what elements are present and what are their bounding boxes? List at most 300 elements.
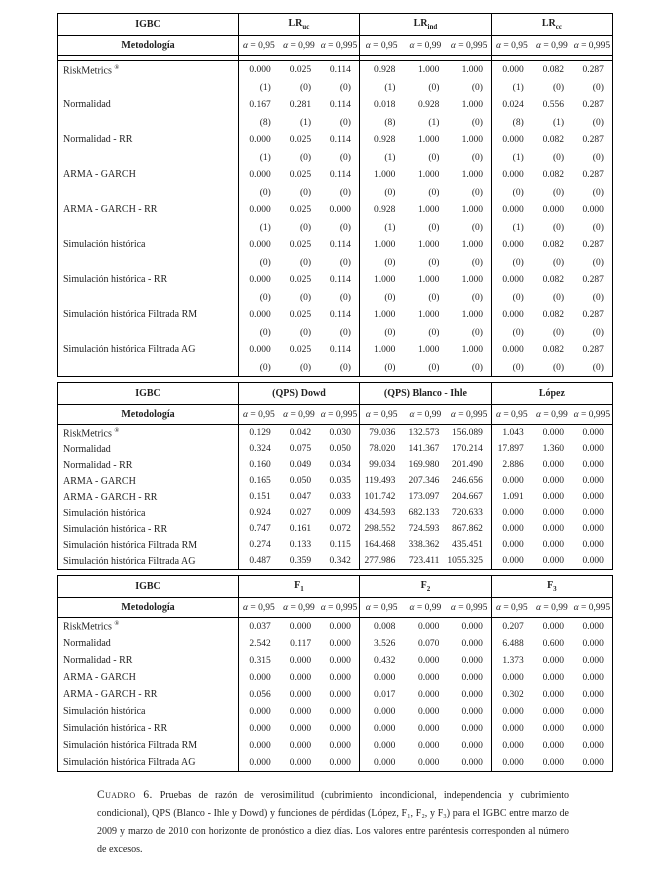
value-cell: 0.000 [542,757,565,768]
value-cell: 0.000 [239,131,279,149]
value-cell: 0.000 [329,706,351,717]
alpha-header: α = 0,95 [239,598,279,618]
value-cell: 1.000 [418,205,440,215]
method-cell: ARMA - GARCH - RR [63,689,158,700]
value-cell: 1.000 [461,65,483,75]
value-cell: 0.000 [542,205,565,215]
value-cell: 0.928 [359,201,403,219]
value-cell: 0.000 [239,166,279,184]
alpha-symbol: α [450,602,456,613]
value-cell: 0.000 [582,740,604,751]
value-cell: 0.165 [239,473,279,489]
paren-value-cell: (0) [471,257,483,268]
value-cell: 0.000 [359,669,403,686]
paren-value-cell: (0) [300,362,312,373]
value-cell: 0.025 [289,65,312,75]
group-header: $F_2$ [359,576,491,598]
paren-value-cell: (0) [592,117,604,128]
table-row [58,553,613,570]
paren-value-cell: (0) [592,152,604,163]
value-cell: 1.000 [418,240,440,250]
group-subscript: 1 [300,585,304,593]
group-header: (QPS) Dowd [239,383,360,405]
value-cell: 0.000 [582,508,604,518]
value-cell: 0.000 [239,720,279,737]
value-cell: 0.000 [461,757,483,768]
paren-value-cell: (0) [339,222,351,233]
value-cell: 0.000 [491,720,531,737]
paren-value-cell: (0) [491,289,531,306]
value-cell: 201.490 [452,460,483,470]
paren-value-cell: (0) [471,362,483,373]
value-cell: 0.000 [239,201,279,219]
paren-value-cell: (1) [239,79,279,96]
paren-value-cell: (1) [359,79,403,96]
alpha-header-row [58,598,613,618]
table-row [58,720,613,737]
alpha-symbol: α [495,40,501,51]
value-cell: 1.000 [418,345,440,355]
value-cell: 0.274 [239,537,279,553]
value-cell: 0.033 [329,492,351,502]
value-cell: 0.000 [289,740,312,751]
method-cell: Simulación histórica Filtrada AG [63,757,196,768]
value-cell: 1055.325 [447,556,484,566]
value-cell: 0.027 [289,508,312,518]
value-cell: 1.000 [461,170,483,180]
value-cell: 0.114 [329,65,351,75]
value-cell: 0.000 [582,556,604,566]
value-cell: 0.000 [542,460,565,470]
value-cell: 1.000 [359,236,403,254]
alpha-header: α = 0,95 [359,598,403,618]
value-cell: 0.024 [491,96,531,114]
value-cell: 1.000 [359,166,403,184]
value-cell: 1.000 [461,310,483,320]
paren-value-cell: (0) [300,257,312,268]
value-cell: 0.117 [290,638,312,649]
value-cell: 0.432 [359,652,403,669]
alpha-header: α = 0,995 [319,36,359,56]
paren-value-cell: (0) [339,187,351,198]
alpha-header: α = 0,995 [447,36,491,56]
value-cell: 0.342 [329,556,351,566]
table-row [58,166,613,184]
paren-value-cell: (0) [428,82,440,93]
caption-text: Pruebas de razón de verosimilitud (cubrimiento incondicional, independencia y cubrimiento condicional), QPS (Blanco - Ihle y Dowd) y funciones de pérdidas (López, F₁, F₂, y F₃) para el IGBC entre marzo de 2009 y marzo de 2010 con horizonte de pronóstico a diez días. Los valores entre paréntesis corresponden al número de excesos. [97,790,569,855]
paren-value-cell: (0) [552,327,565,338]
alpha-symbol: α [536,409,541,420]
method-cell: Simulación histórica Filtrada AG [63,555,196,567]
value-cell: 173.097 [408,492,440,502]
value-cell: 720.633 [452,508,483,518]
value-cell: 0.000 [461,689,483,700]
paren-value-cell: (0) [339,117,351,128]
alpha-symbol: α [409,602,415,613]
value-cell: 1.000 [359,341,403,359]
value-cell: 0.000 [239,754,279,772]
table-row [58,652,613,669]
value-cell: 0.928 [359,131,403,149]
value-cell: 0.000 [582,757,604,768]
paren-value-cell: (0) [552,222,565,233]
paren-value-cell: (0) [428,222,440,233]
alpha-header: α = 0,95 [491,36,531,56]
value-cell: 0.000 [239,236,279,254]
table-header-row [58,576,613,598]
paren-value-cell: (0) [428,292,440,303]
value-cell: 1.000 [418,135,440,145]
paren-value-cell: (0) [471,152,483,163]
value-cell: 0.000 [542,672,565,683]
value-cell: 0.359 [289,556,312,566]
table-row [58,505,613,521]
value-cell: 0.049 [289,460,312,470]
value-cell: 0.000 [239,703,279,720]
paren-value-cell: (0) [359,289,403,306]
registered-mark: ® [114,426,120,434]
table-row [58,96,613,114]
alpha-header: α = 0,99 [403,405,447,425]
corner-cell: IGBC [58,14,239,36]
table-row [58,737,613,754]
value-cell: 0.167 [239,96,279,114]
value-cell: 0.082 [542,170,565,180]
paren-value-cell: (1) [359,149,403,166]
paren-value-cell: (0) [471,292,483,303]
paren-value-cell: (0) [300,222,312,233]
value-cell: 170.214 [452,444,483,454]
group-subscript: 3 [553,585,557,593]
value-cell: 0.000 [329,740,351,751]
value-cell: 435.451 [452,540,483,550]
paren-value-cell: (1) [359,219,403,236]
value-cell: 0.000 [542,740,565,751]
value-cell: 204.667 [452,492,483,502]
alpha-header: α = 0,995 [319,405,359,425]
value-cell: 0.000 [418,706,440,717]
paren-value-cell: (0) [339,257,351,268]
paren-value-cell: (0) [239,324,279,341]
value-cell: 0.129 [239,425,279,442]
method-cell: Simulación histórica Filtrada RM [63,309,198,320]
paren-value-cell: (1) [239,219,279,236]
paren-value-cell: (0) [359,359,403,377]
value-cell: 0.000 [359,703,403,720]
paren-value-cell: (0) [592,257,604,268]
method-cell: Simulación histórica [63,239,146,250]
group-header: $LR_{uc}$ [239,14,360,36]
alpha-header: α = 0,99 [279,405,319,425]
paren-value-cell: (1) [491,219,531,236]
method-cell: Normalidad [63,443,111,455]
alpha-header: α = 0,99 [532,405,572,425]
value-cell: 0.000 [461,723,483,734]
value-cell: 0.928 [418,100,440,110]
value-cell: 1.373 [491,652,531,669]
value-cell: 0.030 [329,428,351,438]
table-header-row [58,14,613,36]
value-cell: 0.000 [491,306,531,324]
table-row [58,473,613,489]
paren-value-cell: (0) [300,292,312,303]
value-cell: 0.000 [289,706,312,717]
alpha-header: α = 0,99 [532,36,572,56]
method-cell: ARMA - GARCH [63,672,136,683]
method-cell: RiskMetrics ® [63,64,120,77]
paren-value-cell: (0) [471,222,483,233]
value-cell: 0.000 [491,166,531,184]
alpha-header: α = 0,995 [572,598,612,618]
method-cell: ARMA - GARCH [63,169,136,180]
alpha-header: α = 0,99 [403,36,447,56]
alpha-symbol: α [450,409,456,420]
paren-value-cell: (0) [339,152,351,163]
value-cell: 0.000 [239,61,279,80]
value-cell: 0.000 [329,638,351,649]
table-row [58,341,613,359]
value-cell: 0.050 [289,476,312,486]
alpha-header: α = 0,99 [279,36,319,56]
value-cell: 0.000 [289,655,312,666]
value-cell: 0.133 [289,540,312,550]
paren-value-cell: (0) [592,292,604,303]
value-cell: 277.986 [359,553,403,570]
value-cell: 0.000 [542,524,565,534]
value-cell: 0.000 [491,669,531,686]
value-cell: 0.114 [329,100,351,110]
paren-value-cell: (0) [428,362,440,373]
table-row [58,61,613,80]
alpha-header: α = 0,95 [359,405,403,425]
paren-value-cell: (8) [239,114,279,131]
paren-value-cell: (0) [491,184,531,201]
value-cell: 0.000 [418,757,440,768]
method-cell: Simulación histórica Filtrada RM [63,740,198,751]
value-cell: 0.000 [542,655,565,666]
method-cell: RiskMetrics ® [63,426,120,440]
paren-value-cell: (0) [552,362,565,373]
value-cell: 0.000 [582,492,604,502]
paren-value-cell: (0) [300,327,312,338]
paren-value-cell: (0) [239,184,279,201]
value-cell: 0.025 [289,345,312,355]
value-cell: 0.082 [542,275,565,285]
value-cell: 0.000 [418,723,440,734]
value-cell: 0.000 [582,428,604,438]
value-cell: 0.151 [239,489,279,505]
value-cell: 0.000 [461,706,483,717]
table-row [58,703,613,720]
method-cell: Normalidad - RR [63,655,133,666]
table-row [58,669,613,686]
registered-mark: ® [114,64,120,71]
value-cell: 0.025 [289,310,312,320]
value-cell: 0.000 [329,621,351,632]
value-cell: 1.000 [461,100,483,110]
value-cell: 0.000 [582,638,604,649]
alpha-header: α = 0,995 [447,598,491,618]
value-cell: 0.160 [239,457,279,473]
value-cell: 2.542 [239,635,279,652]
value-cell: 0.000 [359,737,403,754]
value-cell: 1.000 [418,65,440,75]
results-table-3 [57,575,613,772]
value-cell: 0.324 [239,441,279,457]
value-cell: 246.656 [452,476,483,486]
value-cell: 141.367 [408,444,440,454]
value-cell: 0.000 [329,689,351,700]
value-cell: 0.928 [359,61,403,80]
table-row [58,425,613,442]
value-cell: 0.000 [239,271,279,289]
value-cell: 207.346 [408,476,440,486]
value-cell: 0.000 [289,689,312,700]
value-cell: 0.287 [582,65,604,75]
table-header-row [58,383,613,405]
value-cell: 0.000 [582,655,604,666]
paren-value-cell: (0) [339,82,351,93]
value-cell: 0.072 [329,524,351,534]
method-cell: Simulación histórica - RR [63,523,168,535]
value-cell: 0.000 [239,737,279,754]
value-cell: 0.082 [542,345,565,355]
value-cell: 3.526 [359,635,403,652]
value-cell: 0.000 [542,689,565,700]
value-cell: 0.287 [582,345,604,355]
paren-value-cell: (0) [471,82,483,93]
value-cell: 0.747 [239,521,279,537]
paren-value-cell: (0) [359,254,403,271]
alpha-symbol: α [283,602,289,613]
alpha-header: α = 0,995 [572,405,612,425]
group-header: $F_3$ [491,576,612,598]
alpha-header: α = 0,99 [279,598,319,618]
value-cell: 0.287 [582,135,604,145]
value-cell: 0.287 [582,100,604,110]
value-cell: 0.287 [582,275,604,285]
value-cell: 0.000 [239,669,279,686]
value-cell: 0.114 [329,310,351,320]
value-cell: 0.000 [329,655,351,666]
value-cell: 0.000 [289,723,312,734]
value-cell: 0.025 [289,170,312,180]
alpha-header: α = 0,95 [239,36,279,56]
value-cell: 1.043 [491,425,531,442]
value-cell: 0.000 [491,473,531,489]
alpha-symbol: α [536,602,541,613]
value-cell: 0.082 [542,65,565,75]
table-row [58,489,613,505]
value-cell: 0.000 [461,655,483,666]
alpha-symbol: α [536,40,542,51]
paren-value-cell: (0) [491,359,531,377]
alpha-symbol: α [573,602,579,613]
alpha-header: α = 0,99 [532,598,572,618]
value-cell: 0.114 [329,345,351,355]
value-cell: 1.360 [542,444,565,454]
paren-value-cell: (0) [552,152,565,163]
value-cell: 0.075 [289,444,312,454]
group-subscript: uc [302,23,310,31]
value-cell: 0.556 [542,100,565,110]
value-cell: 1.000 [461,240,483,250]
alpha-header: α = 0,95 [491,405,531,425]
method-cell: Simulación histórica [63,507,146,519]
value-cell: 0.000 [542,723,565,734]
value-cell: 0.000 [329,757,351,768]
value-cell: 0.000 [582,689,604,700]
value-cell: 0.000 [289,621,312,632]
value-cell: 156.089 [452,428,483,438]
value-cell: 0.025 [289,275,312,285]
value-cell: 0.000 [542,706,565,717]
method-cell: Normalidad - RR [63,459,133,471]
alpha-symbol: α [365,602,371,613]
alpha-header: α = 0,95 [491,598,531,618]
value-cell: 0.042 [289,428,312,438]
value-cell: 0.000 [582,444,604,454]
paren-value-cell: (0) [428,187,440,198]
value-cell: 0.000 [582,672,604,683]
method-cell: Simulación histórica Filtrada RM [63,539,198,551]
method-cell: Normalidad [63,99,111,110]
value-cell: 0.000 [491,201,531,219]
value-cell: 0.000 [582,460,604,470]
alpha-symbol: α [243,40,249,51]
value-cell: 0.000 [359,754,403,772]
paren-value-cell: (0) [339,362,351,373]
value-cell: 298.552 [359,521,403,537]
alpha-symbol: α [573,40,579,51]
value-cell: 1.000 [461,345,483,355]
table-row [58,271,613,289]
paren-value-cell: (0) [592,362,604,373]
value-cell: 99.034 [359,457,403,473]
value-cell: 0.000 [239,306,279,324]
value-cell: 0.000 [461,638,483,649]
value-cell: 0.009 [329,508,351,518]
value-cell: 0.000 [289,672,312,683]
value-cell: 0.000 [491,521,531,537]
alpha-header: α = 0,995 [447,405,491,425]
paren-value-cell: (0) [552,82,565,93]
value-cell: 0.000 [491,553,531,570]
paren-value-cell: (0) [552,292,565,303]
value-cell: 0.000 [542,556,565,566]
value-cell: 0.114 [329,275,351,285]
alpha-header-row [58,36,613,56]
value-cell: 434.593 [359,505,403,521]
table-caption [97,786,569,859]
value-cell: 1.000 [418,275,440,285]
value-cell: 1.000 [418,310,440,320]
value-cell: 0.082 [542,135,565,145]
table-row [58,236,613,254]
paren-value-cell: (0) [339,292,351,303]
value-cell: 0.017 [359,686,403,703]
method-cell: Normalidad [63,638,111,649]
paren-value-cell: (0) [552,257,565,268]
value-cell: 0.047 [289,492,312,502]
method-header-cell: Metodología [58,36,239,56]
value-cell: 101.742 [359,489,403,505]
paren-value-cell: (0) [359,184,403,201]
table-row [58,618,613,636]
method-cell: ARMA - GARCH - RR [63,491,158,503]
table-row [58,306,613,324]
paren-value-cell: (0) [471,187,483,198]
